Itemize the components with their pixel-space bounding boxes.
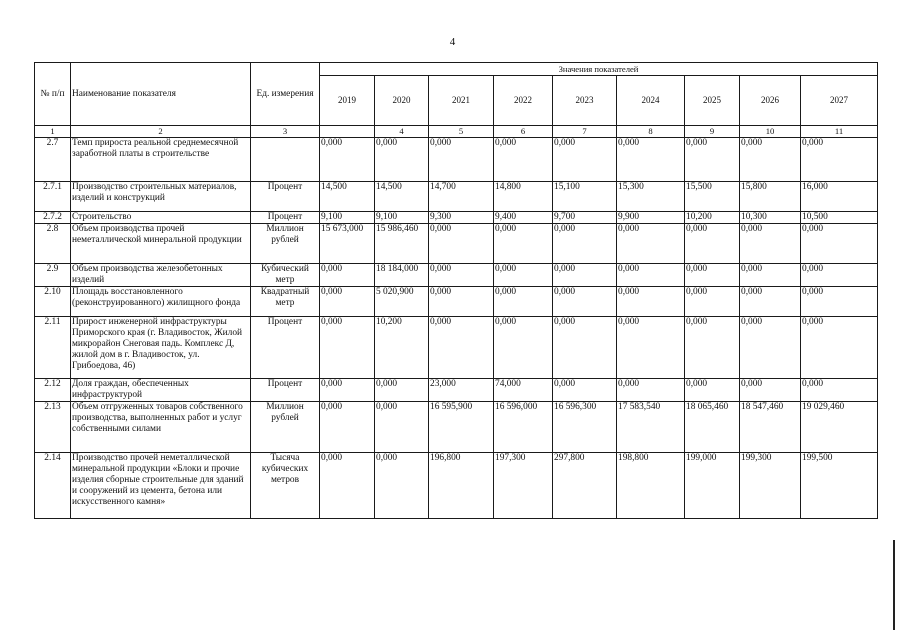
year-header: 2026 xyxy=(740,76,801,126)
row-number: 2.7.1 xyxy=(35,182,71,212)
value-cell: 0,000 xyxy=(429,138,494,182)
unit-of-measure: Процент xyxy=(251,379,320,402)
value-cell: 16 596,300 xyxy=(553,402,617,453)
value-cell: 0,000 xyxy=(375,379,429,402)
value-cell: 0,000 xyxy=(801,379,878,402)
value-cell: 16 595,900 xyxy=(429,402,494,453)
column-index: 3 xyxy=(251,126,320,138)
indicator-name: Доля граждан, обеспеченных инфраструктурой xyxy=(71,379,251,402)
row-number: 2.10 xyxy=(35,287,71,317)
value-cell: 18 065,460 xyxy=(685,402,740,453)
column-index xyxy=(320,126,375,138)
table-row xyxy=(35,212,878,224)
value-cell: 0,000 xyxy=(320,317,375,379)
value-cell: 0,000 xyxy=(375,453,429,519)
value-cell: 0,000 xyxy=(553,379,617,402)
row-number: 2.7.2 xyxy=(35,212,71,224)
value-cell: 0,000 xyxy=(429,317,494,379)
value-cell: 18 547,460 xyxy=(740,402,801,453)
column-index: 4 xyxy=(375,126,429,138)
year-header: 2022 xyxy=(494,76,553,126)
header-num: № п/п xyxy=(35,63,71,126)
value-cell: 0,000 xyxy=(494,224,553,264)
row-number: 2.12 xyxy=(35,379,71,402)
value-cell: 15,300 xyxy=(617,182,685,212)
value-cell: 15,100 xyxy=(553,182,617,212)
value-cell: 0,000 xyxy=(617,138,685,182)
value-cell: 0,000 xyxy=(685,287,740,317)
value-cell: 0,000 xyxy=(801,264,878,287)
value-cell: 9,900 xyxy=(617,212,685,224)
column-index: 2 xyxy=(71,126,251,138)
value-cell: 199,000 xyxy=(685,453,740,519)
value-cell: 0,000 xyxy=(553,264,617,287)
value-cell: 199,300 xyxy=(740,453,801,519)
value-cell: 9,100 xyxy=(320,212,375,224)
column-index: 9 xyxy=(685,126,740,138)
value-cell: 14,500 xyxy=(375,182,429,212)
row-number: 2.7 xyxy=(35,138,71,182)
value-cell: 0,000 xyxy=(685,379,740,402)
column-index: 5 xyxy=(429,126,494,138)
table-row xyxy=(35,182,878,212)
value-cell: 0,000 xyxy=(553,317,617,379)
value-cell: 0,000 xyxy=(320,453,375,519)
value-cell: 10,300 xyxy=(740,212,801,224)
value-cell: 17 583,540 xyxy=(617,402,685,453)
table-row xyxy=(35,264,878,287)
value-cell: 0,000 xyxy=(617,224,685,264)
value-cell: 0,000 xyxy=(685,138,740,182)
header-name: Наименование показателя xyxy=(71,63,251,126)
value-cell: 0,000 xyxy=(685,224,740,264)
table-row xyxy=(35,379,878,402)
indicator-name: Прирост инженерной инфраструктуры Приморского края (г. Владивосток, Жилой микрорайон Снеговая падь. Комплекс Д, жилой дом в г. Владивосток, ул. Грибоедова, 46) xyxy=(71,317,251,379)
value-cell: 15 986,460 xyxy=(375,224,429,264)
table-row xyxy=(35,138,878,182)
value-cell: 0,000 xyxy=(320,264,375,287)
row-number: 2.14 xyxy=(35,453,71,519)
year-header: 2020 xyxy=(375,76,429,126)
table-header xyxy=(35,63,878,138)
value-cell: 9,400 xyxy=(494,212,553,224)
year-header: 2025 xyxy=(685,76,740,126)
value-cell: 0,000 xyxy=(320,287,375,317)
value-cell: 197,300 xyxy=(494,453,553,519)
value-cell: 0,000 xyxy=(553,138,617,182)
row-number: 2.9 xyxy=(35,264,71,287)
value-cell: 16,000 xyxy=(801,182,878,212)
indicator-name: Площадь восстановленного (реконструированного) жилищного фонда xyxy=(71,287,251,317)
table-row xyxy=(35,317,878,379)
value-cell: 0,000 xyxy=(617,317,685,379)
value-cell: 0,000 xyxy=(740,379,801,402)
value-cell: 0,000 xyxy=(375,402,429,453)
value-cell: 0,000 xyxy=(801,287,878,317)
value-cell: 297,800 xyxy=(553,453,617,519)
value-cell: 0,000 xyxy=(617,287,685,317)
column-index: 10 xyxy=(740,126,801,138)
unit-of-measure: Процент xyxy=(251,317,320,379)
value-cell: 14,700 xyxy=(429,182,494,212)
value-cell: 198,800 xyxy=(617,453,685,519)
column-index-row xyxy=(35,126,878,138)
unit-of-measure xyxy=(251,138,320,182)
indicator-name: Производство прочей неметаллической минеральной продукции «Блоки и прочие изделия сборные строительные для зданий и сооружений из цемента, бетона или искусственного камня» xyxy=(71,453,251,519)
value-cell: 0,000 xyxy=(429,287,494,317)
value-cell: 15 673,000 xyxy=(320,224,375,264)
value-cell: 0,000 xyxy=(553,224,617,264)
row-number: 2.11 xyxy=(35,317,71,379)
value-cell: 19 029,460 xyxy=(801,402,878,453)
table-row xyxy=(35,224,878,264)
value-cell: 0,000 xyxy=(494,138,553,182)
scan-edge-mark xyxy=(893,540,895,630)
indicator-name: Строительство xyxy=(71,212,251,224)
unit-of-measure: Миллион рублей xyxy=(251,402,320,453)
value-cell: 0,000 xyxy=(740,317,801,379)
value-cell: 23,000 xyxy=(429,379,494,402)
value-cell: 9,700 xyxy=(553,212,617,224)
value-cell: 196,800 xyxy=(429,453,494,519)
value-cell: 0,000 xyxy=(429,264,494,287)
table-row xyxy=(35,287,878,317)
unit-of-measure: Квадратный метр xyxy=(251,287,320,317)
table-body xyxy=(35,138,878,519)
value-cell: 0,000 xyxy=(685,264,740,287)
value-cell: 0,000 xyxy=(320,138,375,182)
value-cell: 0,000 xyxy=(685,317,740,379)
unit-of-measure: Кубический метр xyxy=(251,264,320,287)
unit-of-measure: Процент xyxy=(251,182,320,212)
year-header: 2021 xyxy=(429,76,494,126)
value-cell: 16 596,000 xyxy=(494,402,553,453)
indicators-table xyxy=(34,62,878,519)
row-number: 2.8 xyxy=(35,224,71,264)
value-cell: 0,000 xyxy=(494,264,553,287)
value-cell: 0,000 xyxy=(553,287,617,317)
indicator-name: Объем производства прочей неметаллической минеральной продукции xyxy=(71,224,251,264)
value-cell: 0,000 xyxy=(429,224,494,264)
value-cell: 9,100 xyxy=(375,212,429,224)
unit-of-measure: Миллион рублей xyxy=(251,224,320,264)
column-index: 11 xyxy=(801,126,878,138)
indicator-name: Объем производства железобетонных изделий xyxy=(71,264,251,287)
column-index: 1 xyxy=(35,126,71,138)
row-number: 2.13 xyxy=(35,402,71,453)
value-cell: 5 020,900 xyxy=(375,287,429,317)
value-cell: 0,000 xyxy=(320,379,375,402)
value-cell: 199,500 xyxy=(801,453,878,519)
table-row xyxy=(35,453,878,519)
year-header: 2019 xyxy=(320,76,375,126)
column-index: 8 xyxy=(617,126,685,138)
year-header: 2024 xyxy=(617,76,685,126)
value-cell: 0,000 xyxy=(801,138,878,182)
indicator-name: Объем отгруженных товаров собственного производства, выполненных работ и услуг собственными силами xyxy=(71,402,251,453)
value-cell: 0,000 xyxy=(740,264,801,287)
value-cell: 9,300 xyxy=(429,212,494,224)
year-header: 2027 xyxy=(801,76,878,126)
value-cell: 0,000 xyxy=(617,379,685,402)
value-cell: 74,000 xyxy=(494,379,553,402)
value-cell: 14,800 xyxy=(494,182,553,212)
value-cell: 15,500 xyxy=(685,182,740,212)
value-cell: 0,000 xyxy=(740,138,801,182)
value-cell: 10,200 xyxy=(685,212,740,224)
value-cell: 10,500 xyxy=(801,212,878,224)
unit-of-measure: Процент xyxy=(251,212,320,224)
indicator-name: Темп прироста реальной среднемесячной заработной платы в строительстве xyxy=(71,138,251,182)
column-index: 6 xyxy=(494,126,553,138)
value-cell: 0,000 xyxy=(740,287,801,317)
value-cell: 0,000 xyxy=(801,224,878,264)
value-cell: 10,200 xyxy=(375,317,429,379)
value-cell: 0,000 xyxy=(740,224,801,264)
header-values-group: Значения показателей xyxy=(320,63,878,76)
table-row xyxy=(35,402,878,453)
year-header: 2023 xyxy=(553,76,617,126)
column-index: 7 xyxy=(553,126,617,138)
header-unit: Ед. измерения xyxy=(251,63,320,126)
value-cell: 18 184,000 xyxy=(375,264,429,287)
value-cell: 0,000 xyxy=(801,317,878,379)
value-cell: 0,000 xyxy=(494,317,553,379)
indicator-name: Производство строительных материалов, изделий и конструкций xyxy=(71,182,251,212)
value-cell: 0,000 xyxy=(375,138,429,182)
unit-of-measure: Тысяча кубических метров xyxy=(251,453,320,519)
value-cell: 0,000 xyxy=(320,402,375,453)
value-cell: 0,000 xyxy=(617,264,685,287)
value-cell: 15,800 xyxy=(740,182,801,212)
page-number: 4 xyxy=(449,36,456,48)
value-cell: 0,000 xyxy=(494,287,553,317)
value-cell: 14,500 xyxy=(320,182,375,212)
